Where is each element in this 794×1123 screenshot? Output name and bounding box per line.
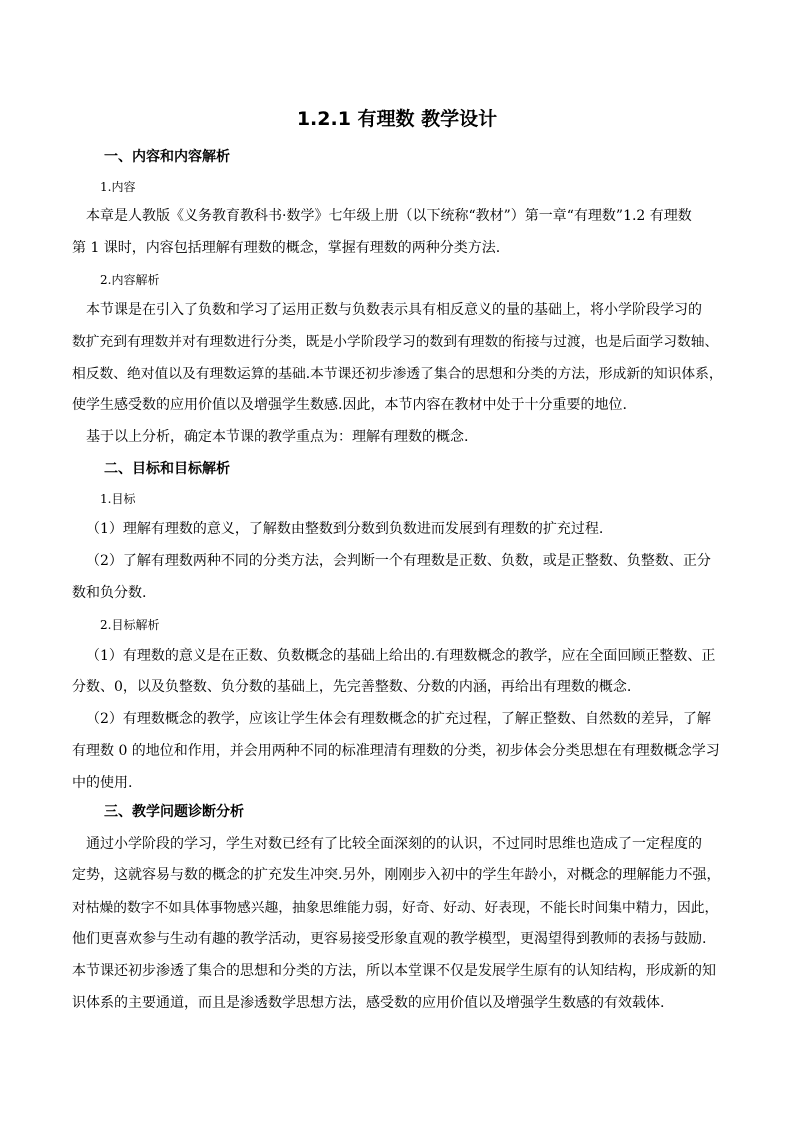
paragraph-line: 本节课还初步渗透了集合的思想和分类的方法，所以本堂课不仅是发展学生原有的认知结构，形成新的知: [72, 963, 716, 979]
paragraph-line: 第 1 课时，内容包括理解有理数的概念，掌握有理数的两种分类方法.: [72, 240, 501, 256]
paragraph-line: 对枯燥的数字不如具体事物感兴趣，抽象思维能力弱，好奇、好动、好表现，不能长时间集中精力，因此，: [72, 900, 719, 916]
section-heading-content: 一、内容和内容解析: [104, 149, 230, 165]
paragraph-line: 他们更喜欢参与生动有趣的教学活动，更容易接受形象直观的教学模型，更渴望得到教师的表扬与鼓励.: [72, 931, 707, 947]
section-heading-goals: 二、目标和目标解析: [104, 461, 230, 477]
subheading-goals-analysis: 2.目标解析: [100, 618, 160, 632]
paragraph-line: （1）理解有理数的意义，了解数由整数到分数到负数进而发展到有理数的扩充过程.: [86, 521, 604, 537]
paragraph-line: 中的使用.: [72, 775, 133, 791]
paragraph-line: （2）有理数概念的教学，应该让学生体会有理数概念的扩充过程，了解正整数、自然数的差异，了解: [86, 711, 711, 727]
subheading-content-analysis: 2.内容解析: [100, 273, 160, 287]
paragraph-line: 通过小学阶段的学习，学生对数已经有了比较全面深刻的的认识，不过同时思维也造成了一定程度的: [86, 836, 702, 852]
paragraph-line: 相反数、绝对值以及有理数运算的基础.本节课还初步渗透了集合的思想和分类的方法，形成新的知识体系，: [72, 366, 723, 382]
subheading-content: 1.内容: [100, 180, 136, 194]
paragraph-line: 定势，这就容易与数的概念的扩充发生冲突.另外，刚刚步入初中的学生年龄小，对概念的理解能力不强，: [72, 867, 721, 883]
paragraph-line: 数和负分数.: [72, 585, 147, 601]
paragraph-line: 本节课是在引入了负数和学习了运用正数与负数表示具有相反意义的量的基础上，将小学阶段学习的: [86, 302, 702, 318]
paragraph-line: 有理数 0 的地位和作用，并会用两种不同的标准理清有理数的分类，初步体会分类思想在有理数概念学习: [72, 743, 720, 759]
paragraph-line: 基于以上分析，确定本节课的教学重点为：理解有理数的概念.: [86, 429, 469, 445]
document-title: 1.2.1 有理数 教学设计: [296, 108, 498, 130]
paragraph-line: 数扩充到有理数并对有理数进行分类，既是小学阶段学习的数到有理数的衔接与过渡，也是后面学习数轴、: [72, 334, 719, 350]
paragraph-line: 本章是人教版《义务教育教科书·数学》七年级上册（以下统称“教材”）第一章“有理数”1.2 有理数: [86, 208, 692, 224]
section-heading-diagnosis: 三、教学问题诊断分析: [104, 804, 244, 820]
paragraph-line: （2）了解有理数两种不同的分类方法，会判断一个有理数是正数、负数，或是正整数、负整数、正分: [86, 553, 711, 569]
paragraph-line: 分数、0，以及负整数、负分数的基础上，先完善整数、分数的内涵，再给出有理数的概念.: [72, 679, 632, 695]
subheading-goals: 1.目标: [100, 492, 136, 506]
paragraph-line: 识体系的主要通道，而且是渗透数学思想方法，感受数的应用价值以及增强学生数感的有效载体.: [72, 995, 665, 1011]
paragraph-line: （1）有理数的意义是在正数、负数概念的基础上给出的.有理数概念的教学，应在全面回顾正整数、正: [86, 648, 716, 664]
paragraph-line: 使学生感受数的应用价值以及增强学生数感.因此，本节内容在教材中处于十分重要的地位.: [72, 397, 627, 413]
